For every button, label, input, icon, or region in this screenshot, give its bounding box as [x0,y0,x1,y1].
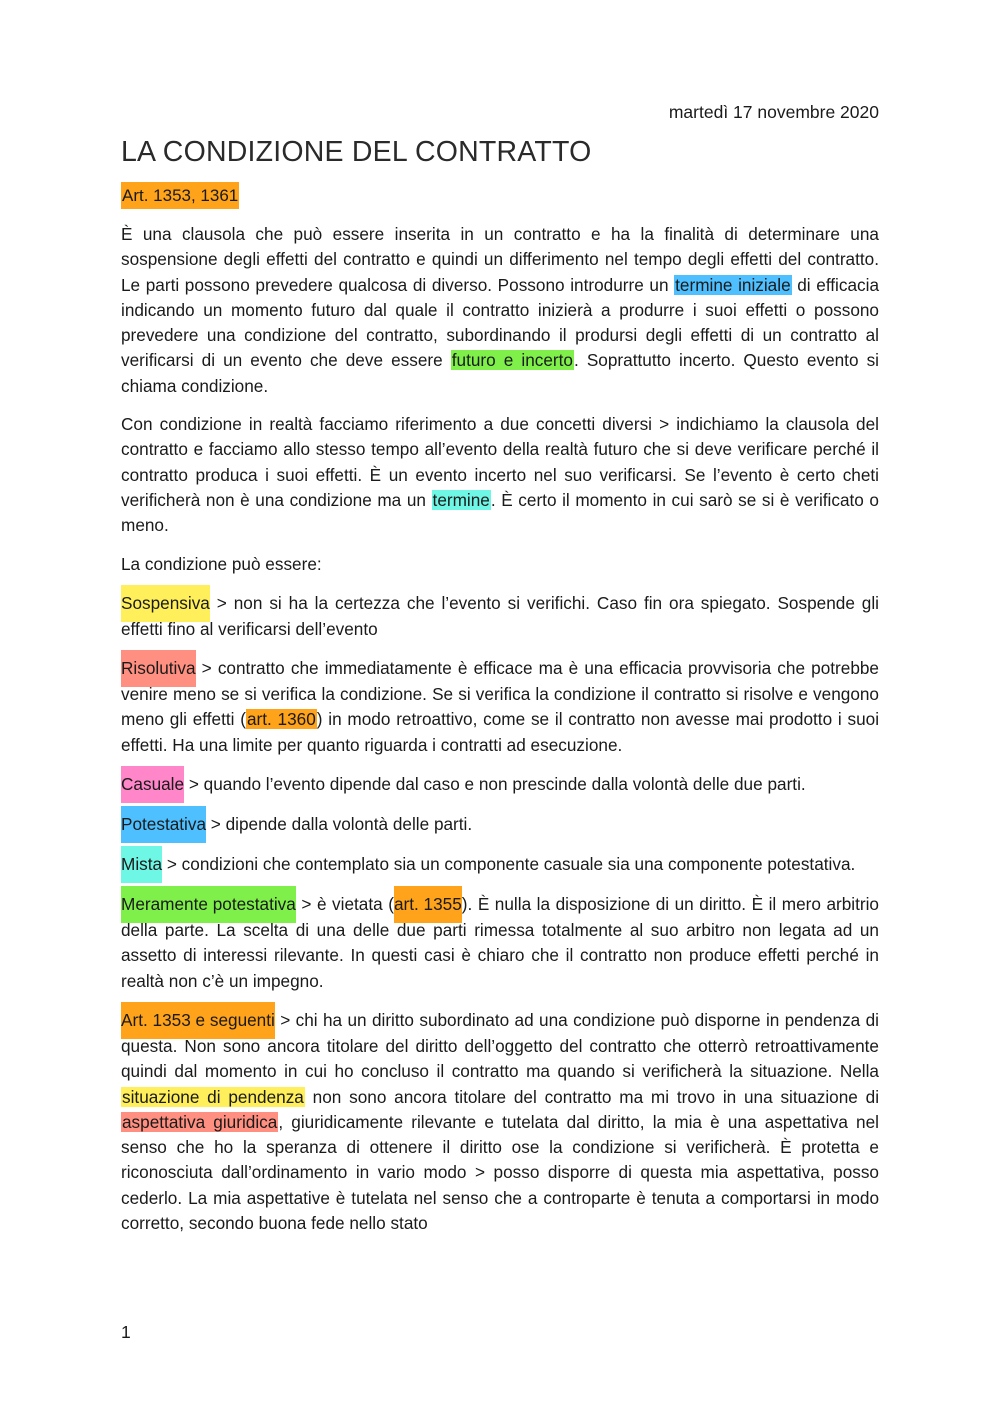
term-art-1353-e-seguenti: Art. 1353 e seguenti [121,1002,275,1039]
item-potestativa: Potestativa > dipende dalla volontà delle parti. [121,811,879,838]
item-risolutiva: Risolutiva > contratto che immediatamente è efficace ma è una efficacia provvisoria che potrebbe venire meno se si verifica la condizione. Se si verifica la condizione il contratto si risolve e vengono meno gli effetti (art. 1360) in modo retroattivo, come se il contratto non avesse mai prodotto i suoi effetti. Ha una limite per quanto riguarda i contratti ad esecuzione. [121,655,879,758]
page-number: 1 [121,1322,131,1342]
item-casuale: Casuale > quando l’evento dipende dal caso e non prescinde dalla volontà delle due parti. [121,771,879,798]
article-reference-tag: Art. 1353, 1361 [121,182,239,209]
item-art-1353: Art. 1353 e seguenti > chi ha un diritto subordinato ad una condizione può disporne in pendenza di questa. Non sono ancora titolare del diritto dell’oggetto del contratto che otterrò retroattivamente quindi dal momento in cui ho concluso il contratto ma quando si verificherà la situazione. Nella situazione di pendenza non sono ancora titolare del contratto ma mi trovo in una situazione di aspettativa giuridica, giuridicamente rilevante e tutelata dal diritto, la mia è una aspettativa nel senso che ho la speranza di ottenere il diritto ose la condizione si verificherà. È protetta e riconosciuta dall’ordinamento in vario modo > posso disporre di questa mia aspettativa, posso cederlo. La mia aspettative è tutelata nel senso che a controparte è tenuta a comportarsi in modo corretto, secondo buona fede nello stato [121,1007,879,1236]
highlight-futuro-e-incerto: futuro e incerto [451,350,573,371]
highlight-art-1355: art. 1355 [394,886,462,923]
term-meramente-potestativa: Meramente potestativa [121,886,296,923]
paragraph-definition: È una clausola che può essere inserita in un contratto e ha la finalità di determinare una sospensione degli effetti del contratto e quindi un differimento nel tempo degli effetti del contratto. Le parti possono prevedere qualcosa di diverso. Possono introdurre un termine iniziale di efficacia indicando un momento futuro dal quale il contratto inizierà a produrre i suoi effetti o possono prevedere una condizione del contratto, subordinando il prodursi degli effetti di un contratto al verificarsi di un evento che deve essere futuro e incerto. Soprattutto incerto. Questo evento si chiama condizione. [121,224,880,396]
highlight-situazione-di-pendenza: situazione di pendenza [122,1086,304,1107]
term-mista: Mista [121,846,162,883]
highlight-aspettativa-giuridica: aspettativa giuridica [122,1111,278,1132]
term-casuale: Casuale [121,766,184,803]
page-title: LA CONDIZIONE DEL CONTRATTO [121,136,592,168]
document-page [121,98,879,1236]
term-sospensiva: Sospensiva [121,585,210,622]
term-potestativa: Potestativa [121,806,206,843]
item-mista: Mista > condizioni che contemplato sia un componente casuale sia una componente potestativa. [121,851,879,878]
highlight-art-1360: art. 1360 [246,709,316,730]
item-sospensiva: Sospensiva > non si ha la certezza che l’evento si verifichi. Caso fin ora spiegato. Sospende gli effetti fino al verificarsi dell’evento [121,590,879,642]
highlight-termine: termine [432,489,490,510]
highlight-termine-iniziale: termine iniziale [675,274,791,295]
item-meramente-potestativa: Meramente potestativa > è vietata (art. 1355). È nulla la disposizione di un diritto. È il mero arbitrio della parte. La scelta di una delle due parti rimessa totalmente al suo arbitro non legata ad un assetto di interessi rilevante. In questi casi è chiaro che il contratto non produce effetti perché in realtà non c’è un impegno. [121,891,879,994]
document-date: martedì 17 novembre 2020 [668,102,879,122]
term-risolutiva: Risolutiva [121,650,196,687]
paragraph-intro-list: La condizione può essere: [121,553,322,574]
paragraph-concepts: Con condizione in realtà facciamo riferimento a due concetti diversi > indichiamo la clausola del contratto e facciamo allo stesso tempo all’evento della realtà futuro che si deve verificare perché il contratto produca i suoi effetti. È un evento incerto nel suo verificarsi. Se l’evento è certo cheti verificherà non è una condizione ma un termine. È certo il momento in cui sarò se si è verificato o meno. [121,414,879,536]
